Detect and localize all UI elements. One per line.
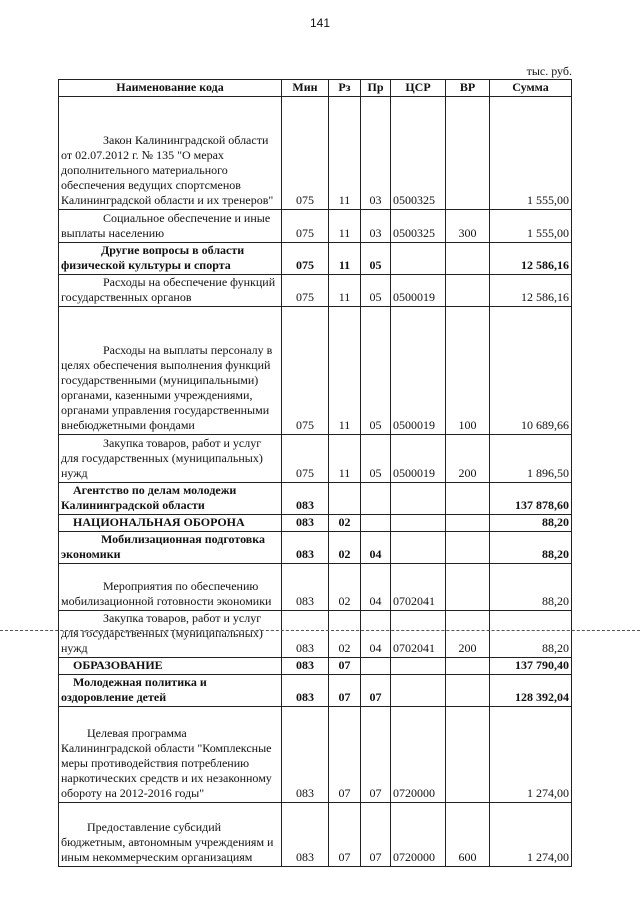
header-rz: Рз	[329, 80, 361, 97]
table-row	[59, 307, 572, 435]
row-rz: 11	[329, 210, 361, 243]
row-rz: 02	[329, 532, 361, 564]
table-row	[59, 564, 572, 611]
table-row	[59, 243, 572, 275]
row-min: 083	[282, 515, 329, 532]
row-name: Закупка товаров, работ и услуг для государственных (муниципальных) нужд	[59, 611, 282, 658]
row-csr: 0720000	[391, 803, 446, 867]
row-vr	[446, 243, 490, 275]
header-name: Наименование кода	[59, 80, 282, 97]
row-rz: 02	[329, 564, 361, 611]
row-vr: 200	[446, 435, 490, 483]
row-rz: 11	[329, 275, 361, 307]
row-csr: 0500019	[391, 435, 446, 483]
row-name: Мобилизационная подготовка экономики	[59, 532, 282, 564]
row-vr	[446, 658, 490, 675]
table-row	[59, 675, 572, 707]
table-row	[59, 275, 572, 307]
row-sum: 137 878,60	[490, 483, 572, 515]
table-row	[59, 515, 572, 532]
table-header-row	[59, 80, 572, 97]
row-name: Закупка товаров, работ и услуг для государственных (муниципальных) нужд	[59, 435, 282, 483]
row-csr	[391, 483, 446, 515]
row-name: Мероприятия по обеспечению мобилизационной готовности экономики	[59, 564, 282, 611]
row-name: Расходы на выплаты персоналу в целях обеспечения выполнения функций государственными (муниципальными) органами, казенными учреждениями, органами управления государственными внебюджетными фондами	[59, 307, 282, 435]
row-pr	[361, 483, 391, 515]
row-rz: 02	[329, 611, 361, 658]
table-row	[59, 707, 572, 803]
row-csr	[391, 658, 446, 675]
row-min: 075	[282, 435, 329, 483]
row-vr	[446, 275, 490, 307]
header-min: Мин	[282, 80, 329, 97]
row-min: 075	[282, 307, 329, 435]
row-csr	[391, 532, 446, 564]
header-sum: Сумма	[490, 80, 572, 97]
table-row	[59, 658, 572, 675]
page-cut-line	[0, 630, 640, 631]
row-sum: 88,20	[490, 611, 572, 658]
row-name: ОБРАЗОВАНИЕ	[59, 658, 282, 675]
row-pr	[361, 658, 391, 675]
row-vr: 600	[446, 803, 490, 867]
row-min: 075	[282, 97, 329, 210]
row-name: Социальное обеспечение и иные выплаты населению	[59, 210, 282, 243]
row-vr	[446, 707, 490, 803]
row-pr	[361, 515, 391, 532]
row-vr	[446, 564, 490, 611]
table-row	[59, 483, 572, 515]
row-pr: 04	[361, 611, 391, 658]
row-csr: 0500019	[391, 307, 446, 435]
row-pr: 03	[361, 97, 391, 210]
table-row	[59, 803, 572, 867]
row-rz: 07	[329, 675, 361, 707]
header-vr: ВР	[446, 80, 490, 97]
table-row	[59, 210, 572, 243]
row-pr: 03	[361, 210, 391, 243]
row-rz: 11	[329, 97, 361, 210]
row-csr: 0720000	[391, 707, 446, 803]
row-rz: 11	[329, 435, 361, 483]
row-pr: 05	[361, 275, 391, 307]
row-sum: 88,20	[490, 564, 572, 611]
row-sum: 128 392,04	[490, 675, 572, 707]
page-number: 141	[309, 16, 331, 30]
row-vr: 200	[446, 611, 490, 658]
row-min: 083	[282, 707, 329, 803]
header-csr: ЦСР	[391, 80, 446, 97]
row-rz: 11	[329, 243, 361, 275]
row-pr: 04	[361, 532, 391, 564]
row-name: Закон Калининградской области от 02.07.2012 г. № 135 "О мерах дополнительного материального обеспечения ведущих спортсменов Калининградской области и их тренеров"	[59, 97, 282, 210]
row-rz: 07	[329, 707, 361, 803]
row-vr	[446, 515, 490, 532]
row-sum: 1 555,00	[490, 97, 572, 210]
table-row	[59, 435, 572, 483]
row-pr: 07	[361, 675, 391, 707]
row-vr	[446, 97, 490, 210]
row-sum: 88,20	[490, 532, 572, 564]
row-csr	[391, 243, 446, 275]
row-rz: 07	[329, 658, 361, 675]
table-row	[59, 611, 572, 658]
row-min: 083	[282, 532, 329, 564]
row-name: Агентство по делам молодежи Калининградской области	[59, 483, 282, 515]
row-vr: 100	[446, 307, 490, 435]
row-sum: 1 555,00	[490, 210, 572, 243]
row-pr: 07	[361, 707, 391, 803]
row-sum: 137 790,40	[490, 658, 572, 675]
row-sum: 1 896,50	[490, 435, 572, 483]
row-csr: 0500325	[391, 97, 446, 210]
row-sum: 1 274,00	[490, 803, 572, 867]
header-pr: Пр	[361, 80, 391, 97]
row-sum: 1 274,00	[490, 707, 572, 803]
row-min: 083	[282, 611, 329, 658]
row-vr	[446, 675, 490, 707]
row-min: 075	[282, 243, 329, 275]
row-csr	[391, 675, 446, 707]
row-rz: 07	[329, 803, 361, 867]
row-csr	[391, 515, 446, 532]
row-sum: 88,20	[490, 515, 572, 532]
units-label: тыс. руб.	[526, 64, 572, 78]
row-pr: 05	[361, 307, 391, 435]
row-pr: 07	[361, 803, 391, 867]
row-sum: 10 689,66	[490, 307, 572, 435]
row-name: Расходы на обеспечение функций государственных органов	[59, 275, 282, 307]
row-name: Предоставление субсидий бюджетным, автономным учреждениям и иным некоммерческим организациям	[59, 803, 282, 867]
row-name: НАЦИОНАЛЬНАЯ ОБОРОНА	[59, 515, 282, 532]
row-name: Целевая программа Калининградской области "Комплексные меры противодействия потреблению наркотических средств и их незаконному обороту на 2012-2016 годы"	[59, 707, 282, 803]
row-rz	[329, 483, 361, 515]
row-csr: 0500019	[391, 275, 446, 307]
table-row	[59, 532, 572, 564]
row-min: 083	[282, 803, 329, 867]
row-csr: 0500325	[391, 210, 446, 243]
row-min: 083	[282, 658, 329, 675]
row-vr	[446, 532, 490, 564]
row-csr: 0702041	[391, 611, 446, 658]
row-sum: 12 586,16	[490, 243, 572, 275]
row-rz: 11	[329, 307, 361, 435]
row-min: 075	[282, 210, 329, 243]
row-vr: 300	[446, 210, 490, 243]
row-min: 075	[282, 275, 329, 307]
row-min: 083	[282, 483, 329, 515]
row-name: Молодежная политика и оздоровление детей	[59, 675, 282, 707]
row-min: 083	[282, 675, 329, 707]
row-name: Другие вопросы в области физической культуры и спорта	[59, 243, 282, 275]
row-csr: 0702041	[391, 564, 446, 611]
row-pr: 05	[361, 435, 391, 483]
table-row	[59, 97, 572, 210]
row-rz: 02	[329, 515, 361, 532]
row-pr: 05	[361, 243, 391, 275]
row-vr	[446, 483, 490, 515]
row-pr: 04	[361, 564, 391, 611]
row-sum: 12 586,16	[490, 275, 572, 307]
budget-table	[58, 79, 572, 867]
row-min: 083	[282, 564, 329, 611]
